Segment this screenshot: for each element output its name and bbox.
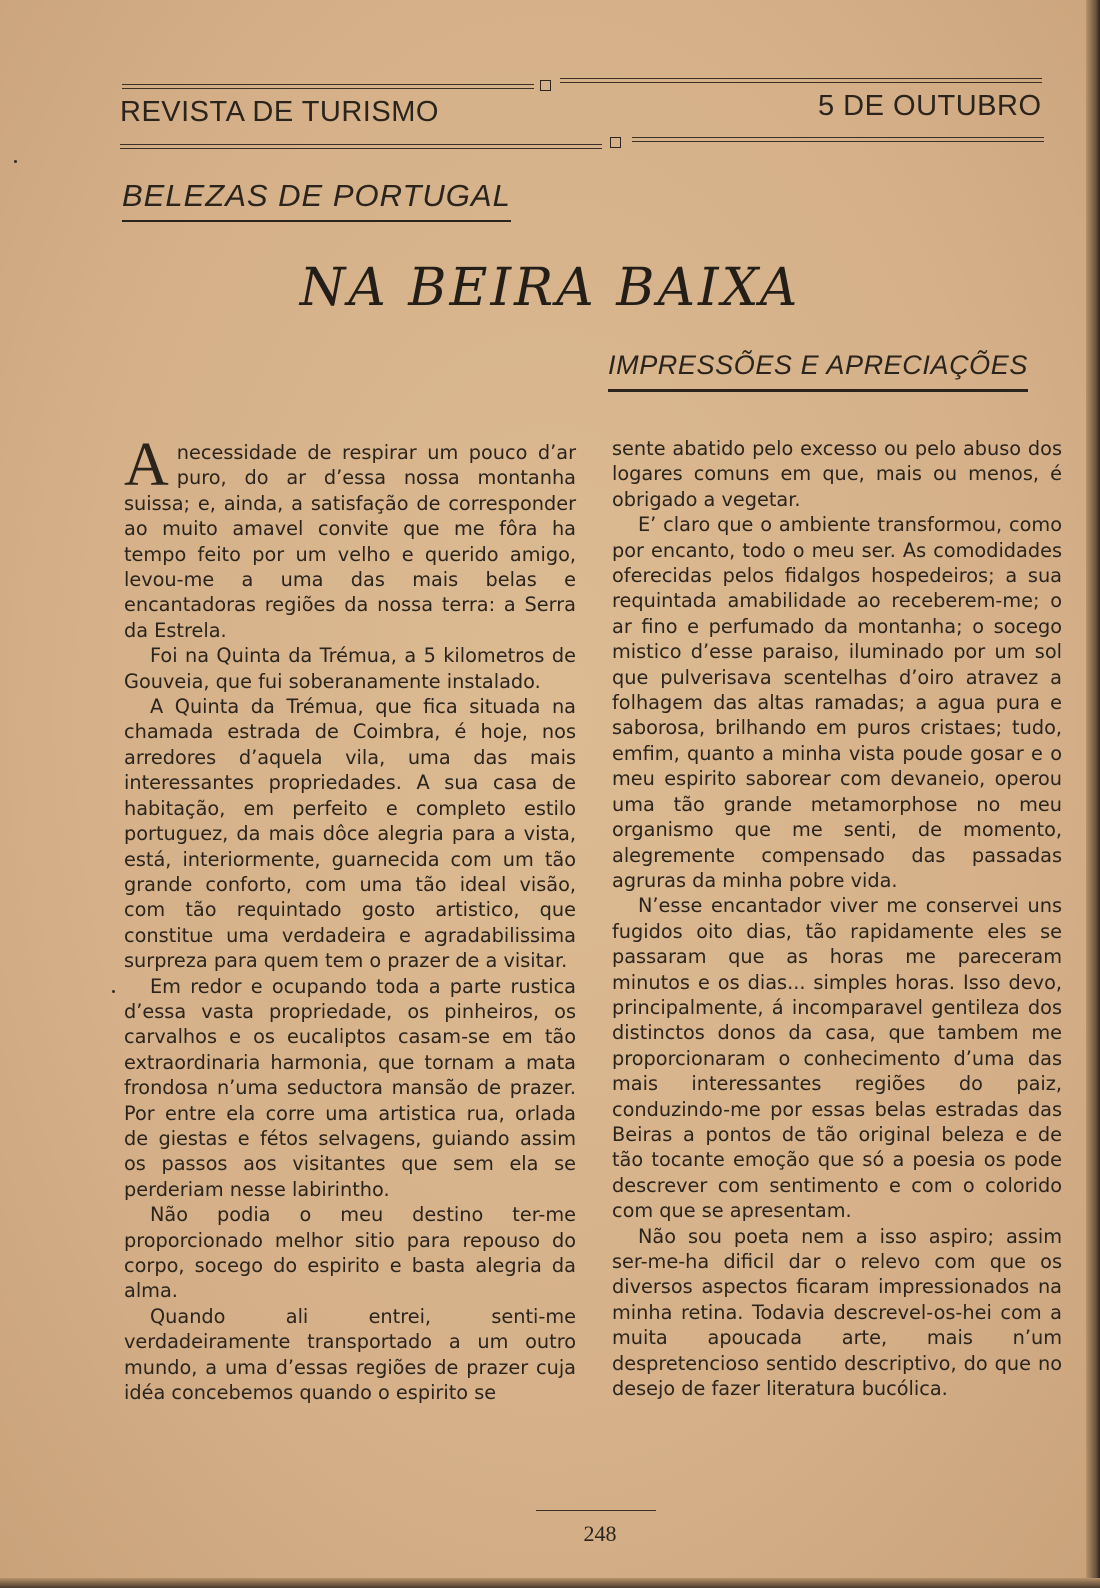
square-ornament-icon: [540, 80, 551, 91]
page-number-wrap: [0, 1521, 1100, 1547]
header-rule-bottom-left: [120, 144, 602, 145]
drop-cap: A: [124, 431, 169, 499]
print-speck: [112, 990, 115, 993]
header-rule-top-left: [122, 84, 534, 85]
article-column-right: [612, 436, 1062, 1401]
page-edge-right: [1086, 0, 1100, 1588]
square-ornament-icon: [610, 137, 621, 148]
page-edge-bottom: [0, 1578, 1100, 1588]
paragraph: E’ claro que o ambiente transformou, como por encanto, todo o meu ser. As comodidades oferecidas pelos fidalgos hospedeiros; a sua requintada amabilidade ao receberem-me; o ar fino e perfumado da montanha; o socego mistico d’esse paraiso, iluminado por um sol que pulverisava scentelhas d’oiro atravez a folhagem das altas ramadas; a agua pura e saborosa, brilhando em puros cristaes; tudo, emfim, quanto a minha vista poude gosar e o meu espirito saborear com devaneio, operou uma tão grande metamorphose no meu organismo que me senti, de momento, alegremente compensado das passadas agruras da minha pobre vida.: [612, 513, 1062, 892]
issue-date: 5 DE OUTUBRO: [818, 90, 1042, 122]
paragraph: [124, 431, 576, 643]
paragraph: Foi na Quinta da Trémua, a 5 kilometros de Gouveia, que fui soberanamente instalado.: [124, 644, 576, 693]
footer-rule: [536, 1510, 656, 1511]
page-number: 248: [583, 1521, 617, 1546]
journal-name: REVISTA DE TURISMO: [120, 96, 439, 128]
article-title: NA BEIRA BAIXA: [299, 258, 801, 318]
paragraph: Quando ali entrei, senti-me verdadeiramente transportado a um outro mundo, a uma d’essas regiões de prazer cuja idéa concebemos quando o espirito se: [124, 1304, 576, 1405]
paragraph: A Quinta da Trémua, que fica situada na chamada estrada de Coimbra, é hoje, nos arredores d’aquela vila, uma das mais interessantes propriedades. A sua casa de habitação, em perfeito e completo estilo portuguez, da mais dôce alegria para a vista, está, interiormente, guarnecida com um tão grande conforto, com uma tão ideal visão, com tão requintado gosto artistico, que constitue uma verdadeira e agradabilissima surpreza para quem tem o prazer de a visitar.: [124, 695, 576, 973]
paragraph: Em redor e ocupando toda a parte rustica d’essa vasta propriedade, os pinheiros, os carvalhos e os eucaliptos casam-se em tão extraordinaria harmonia, que tornam a mata frondosa n’uma seductora mansão de prazer. Por entre ela corre uma artistica rua, orlada de giestas e fétos selvagens, guiando assim os passos aos visitantes que sem ela se perderiam nesse labirintho.: [124, 974, 576, 1201]
header-rule-top-right: [560, 78, 1042, 79]
paragraph: Não sou poeta nem a isso aspiro; assim ser-me-ha dificil dar o relevo com que os diversos aspectos ficaram impressionados na minha retina. Todavia descrevel-os-hei com a muita apoucada arte, mais n’um despretencioso sentido descriptivo, do que no desejo de fazer literatura bucólica.: [612, 1224, 1062, 1401]
header-rule-bottom-right: [632, 137, 1044, 138]
paragraph: sente abatido pelo excesso ou pelo abuso dos logares comuns em que, mais ou menos, é obrigado a vegetar.: [612, 437, 1062, 511]
paragraph: N’esse encantador viver me conservei uns fugidos oito dias, tão rapidamente eles se passaram que as horas me pareceram minutos e os dias... simples horas. Isso devo, principalmente, á incomparavel gentileza dos distinctos donos da casa, que tambem me proporcionaram o conhecimento d’uma das mais interessantes regiões do paiz, conduzindo-me por essas belas estradas das Beiras a pontos de tão original beleza e de tão tocante emoção que só a poesia os pode descrever com sentimento e com o colorido com que se apresentam.: [612, 894, 1062, 1223]
article-column-left: [124, 431, 576, 1405]
paragraph-text: necessidade de respirar um pouco d’ar puro, do ar d’essa nossa montanha suissa; e, ainda, a satisfação de corresponder ao muito amavel convite que me fôra ha tempo feito por um velho e querido amigo, levou-me a uma das mais belas e encantadoras regiões da nossa terra: a Serra da Estrela.: [124, 441, 576, 642]
section-title: BELEZAS DE PORTUGAL: [122, 178, 511, 222]
article-subtitle: IMPRESSÕES E APRECIAÇÕES: [608, 350, 1028, 392]
print-speck: [14, 160, 17, 163]
paragraph: Não podia o meu destino ter-me proporcionado melhor sitio para repouso do corpo, socego do espirito e basta alegria da alma.: [124, 1203, 576, 1303]
